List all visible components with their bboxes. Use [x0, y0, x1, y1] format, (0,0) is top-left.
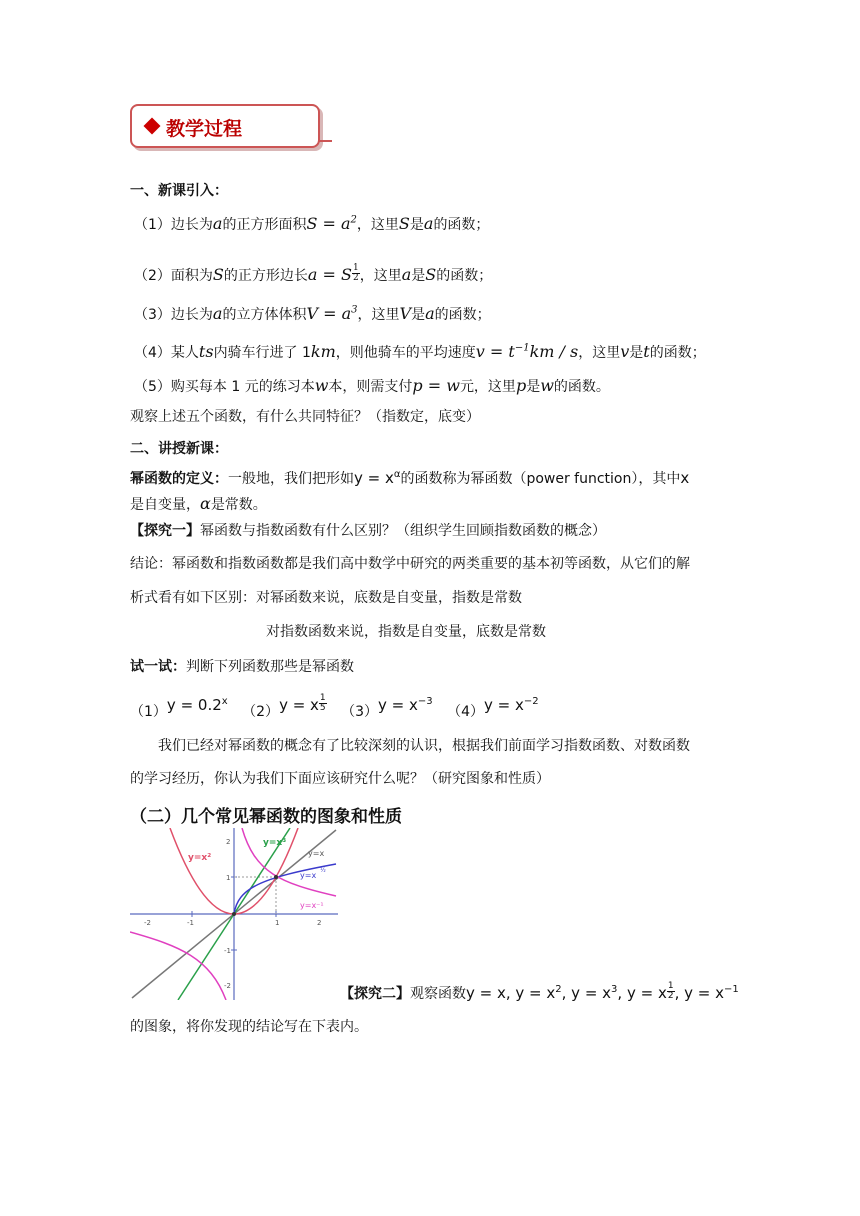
try-options: $(1)y = 0.2^x$ （2）y = x $\frac{1}{5}$ $(3)y = x^{-3}$ $(4)y = x^{-2}$	[130, 693, 539, 720]
tick-label-y--2: -2	[224, 982, 231, 990]
header-divider	[318, 140, 332, 142]
section-header-box	[130, 104, 320, 148]
point-1-1	[274, 875, 278, 879]
conclusion-3: 对指数函数来说，指数是自变量，底数是常数	[266, 624, 546, 640]
line-4: （4）某人ts内骑车行进了 1km，则他骑车的平均速度$v = t^{-1}km / s$，这里v是t的函数；	[134, 342, 706, 361]
explore1: 【探究一】幂函数与指数函数有什么区别？（组织学生回顾指数函数的概念）	[130, 523, 606, 539]
explore2: 【探究二】观察函数y = x, $y = x^2$, $y = x^3$, y = x $\frac{1}{2}$ , $y = x^{-1}$	[340, 981, 739, 1002]
line-2: （2）面积为S的正方形边长a = S $\frac{1}{2}$ ，这里a是S的函数；	[134, 263, 493, 284]
label-y-x3: y=x³	[263, 838, 287, 848]
paragraph-line-1: 我们已经对幂函数的概念有了比较深刻的认识，根据我们前面学习指数函数、对数函数	[158, 738, 690, 754]
label-y-x2: y=x²	[188, 853, 212, 863]
sec1-heading: 一、新课引入：	[130, 183, 228, 199]
definition-line-2: 是自变量，α是常数。	[130, 494, 267, 513]
observe-text: 观察上述五个函数，有什么共同特征？（指数定，底变）	[130, 409, 480, 425]
conclusion-1: 结论：幂函数和指数函数都是我们高中数学中研究的两类重要的基本初等函数，从它们的解	[130, 556, 690, 572]
label-y-sqrt: y=x	[300, 871, 317, 880]
label-y-sqrt-exp: ½	[320, 867, 326, 874]
definition-line-1: 幂函数的定义：一般地，我们把形如$y = x^\alpha$的函数称为幂函数（power function），其中x	[130, 469, 690, 487]
tick-label-x-2: 2	[317, 919, 322, 927]
try-it: 试一试：判断下列函数那些是幂函数	[130, 659, 354, 675]
line-5: （5）购买每本 1 元的练习本w本，则需支付p = w元，这里p是w的函数。	[134, 376, 610, 395]
diamond-icon	[144, 118, 161, 135]
paragraph-line-2: 的学习经历，你认为我们下面应该研究什么呢？（研究图象和性质）	[130, 771, 550, 787]
tick-label-y-2: 2	[226, 838, 231, 846]
section-header-title: 教学过程	[166, 118, 243, 140]
tick-label-y-1: 1	[226, 874, 231, 882]
sec2-heading: 二、讲授新课：	[130, 441, 228, 457]
label-y-inv: y=x⁻¹	[300, 901, 324, 910]
conclusion-2: 析式看有如下区别：对幂函数来说，底数是自变量，指数是常数	[130, 590, 522, 606]
tick-label-x--2: -2	[144, 919, 151, 927]
tick-label-x--1: -1	[187, 919, 194, 927]
line-1: （1）边长为a的正方形面积$S = a^2$，这里S是a的函数；	[134, 214, 490, 233]
line-3: （3）边长为a的立方体体积$V = a^3$，这里V是a的函数；	[134, 304, 491, 323]
point-origin	[232, 912, 236, 916]
explore2-tail: 的图象，将你发现的结论写在下表内。	[130, 1019, 368, 1035]
tick-label-x-1: 1	[275, 919, 280, 927]
label-y-x: y=x	[308, 849, 325, 858]
power-functions-graph	[130, 828, 338, 1000]
sec3-heading: （二）几个常见幂函数的图象和性质	[130, 807, 402, 827]
tick-label-y--1: -1	[224, 947, 231, 955]
